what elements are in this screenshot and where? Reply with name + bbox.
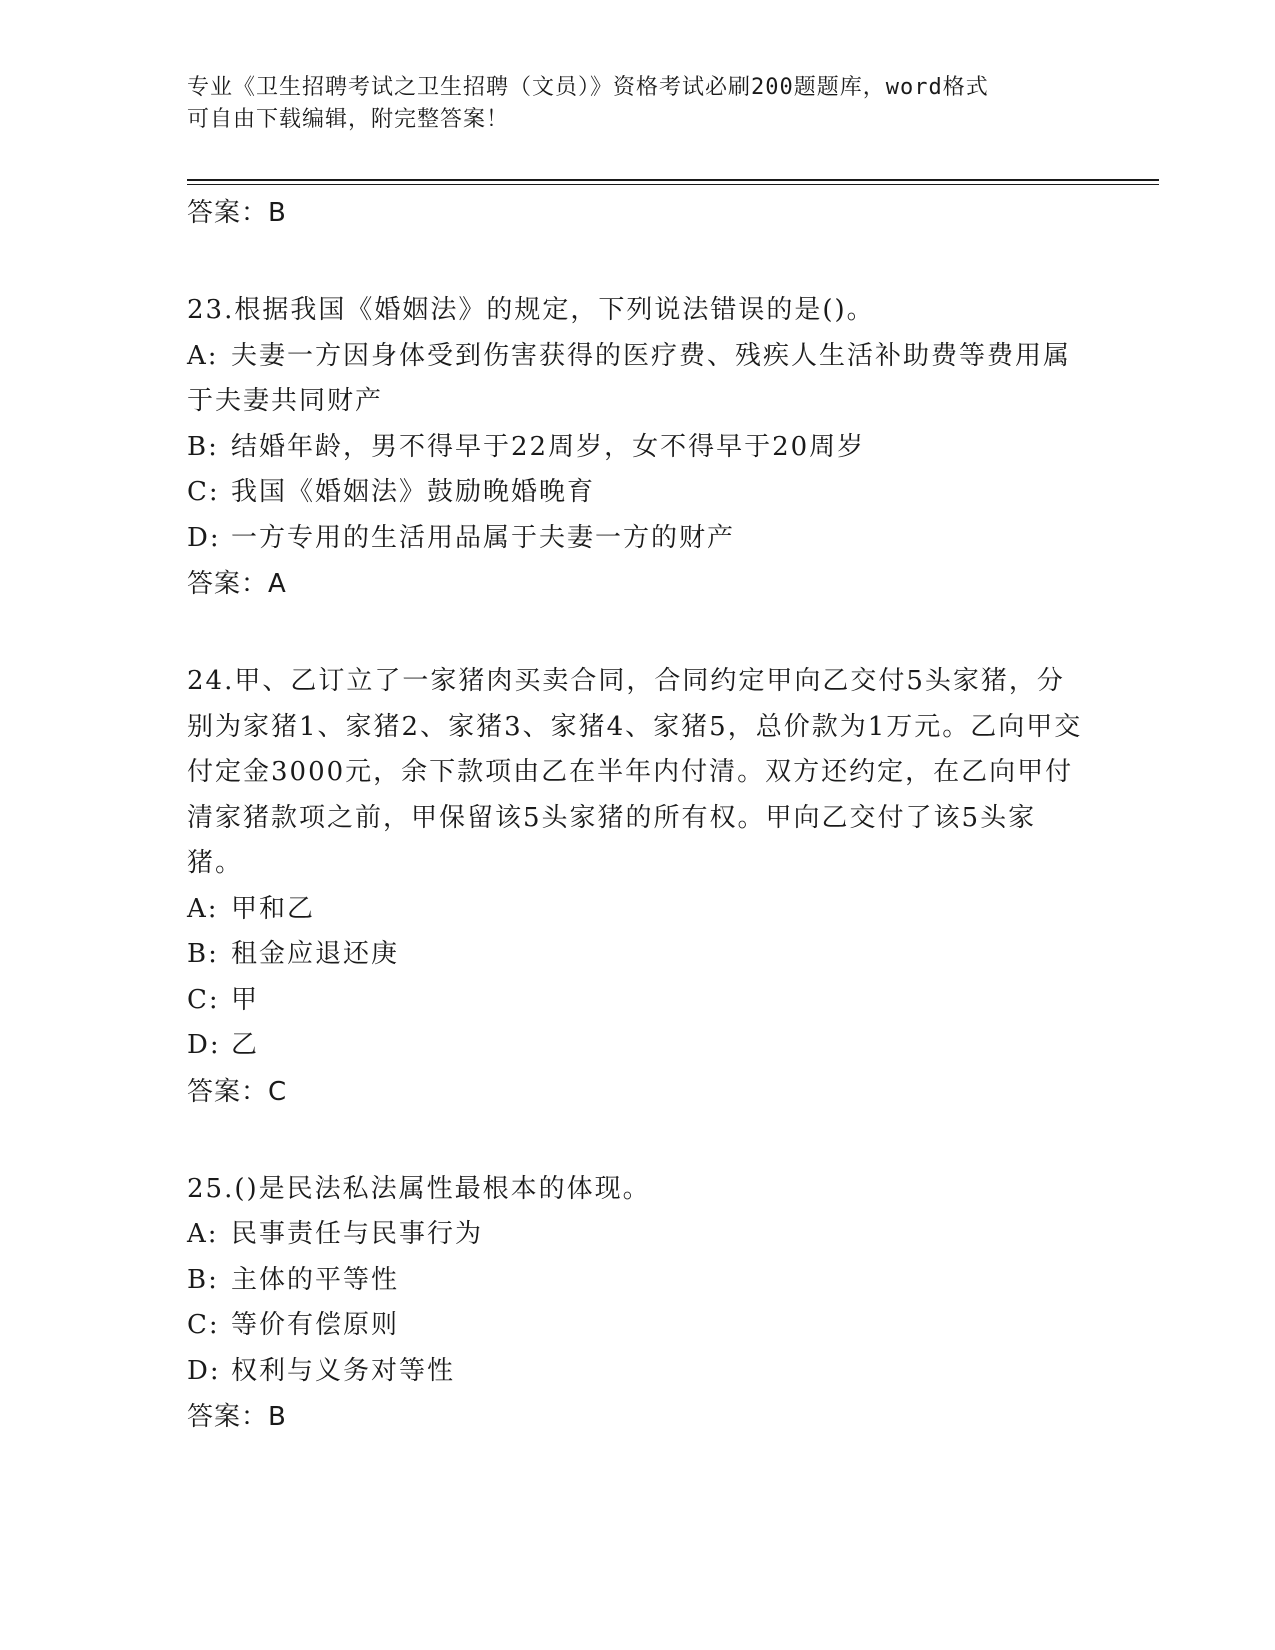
option-text: 等价有偿原则 xyxy=(231,1310,400,1340)
question-24 xyxy=(187,659,1087,1115)
question-list xyxy=(187,190,1087,1440)
header-divider-thick xyxy=(187,179,1159,181)
question-23 xyxy=(187,288,1087,607)
question-stem: 25.()是民法私法属性最根本的体现。 xyxy=(187,1173,651,1204)
option-label: B: xyxy=(187,431,219,462)
option-text: 甲和乙 xyxy=(231,893,316,924)
answer-line: 答案：B xyxy=(187,1402,287,1432)
option-d xyxy=(187,516,1087,562)
option-label: D: xyxy=(187,1030,221,1060)
previous-answer: 答案：B xyxy=(187,198,287,228)
question-stem: 24.甲、乙订立了一家猪肉买卖合同，合同约定甲向乙交付5头家猪，分别为家猪1、家猪2、家猪3、家猪4、家猪5，总价款为1万元。乙向甲交付定金3000元，余下款项由乙在半年内付清。双方还约定，在乙向甲付清家猪款项之前，甲保留该5头家猪的所有权。甲向乙交付了该5头家猪。 xyxy=(187,666,1083,878)
document-header xyxy=(187,72,1087,136)
option-label: B: xyxy=(187,1264,219,1295)
option-text: 主体的平等性 xyxy=(231,1264,400,1295)
option-label: C: xyxy=(187,477,220,507)
option-text: 一方专用的生活用品属于夫妻一方的财产 xyxy=(231,522,736,553)
option-a xyxy=(187,1212,1087,1258)
option-label: C: xyxy=(187,1310,220,1340)
option-text: 甲 xyxy=(231,984,260,1015)
option-b xyxy=(187,932,1087,978)
option-b xyxy=(187,425,1087,471)
option-c xyxy=(187,978,1087,1024)
header-title-line-1: 专业《卫生招聘考试之卫生招聘（文员）》资格考试必刷200题题库，word格式 xyxy=(187,75,989,100)
answer-line: 答案：A xyxy=(187,569,287,599)
option-text: 我国《婚姻法》鼓励晚婚晚育 xyxy=(231,477,596,507)
option-label: D: xyxy=(187,522,221,553)
option-text: 夫妻一方因身体受到伤害获得的医疗费、残疾人生活补助费等费用属于夫妻共同财产 xyxy=(187,340,1072,416)
option-a xyxy=(187,334,1087,425)
option-label: A: xyxy=(187,1219,219,1249)
option-a xyxy=(187,887,1087,933)
header-divider-thin xyxy=(187,184,1159,185)
option-text: 结婚年龄，男不得早于22周岁，女不得早于20周岁 xyxy=(231,431,866,462)
option-label: B: xyxy=(187,939,219,969)
option-label: A: xyxy=(187,340,219,371)
option-text: 乙 xyxy=(231,1030,260,1060)
option-text: 权利与义务对等性 xyxy=(231,1355,456,1386)
option-label: D: xyxy=(187,1355,221,1386)
option-c xyxy=(187,1303,1087,1349)
question-25 xyxy=(187,1167,1087,1441)
option-d xyxy=(187,1023,1087,1069)
option-label: A: xyxy=(187,893,219,924)
answer-line: 答案：C xyxy=(187,1076,288,1107)
option-c xyxy=(187,470,1087,516)
option-text: 民事责任与民事行为 xyxy=(231,1219,484,1249)
header-title-line-2: 可自由下载编辑，附完整答案！ xyxy=(187,107,510,132)
option-b xyxy=(187,1258,1087,1304)
option-label: C: xyxy=(187,984,220,1015)
option-text: 租金应退还庚 xyxy=(231,939,400,969)
question-stem: 23.根据我国《婚姻法》的规定，下列说法错误的是()。 xyxy=(187,295,875,325)
option-d xyxy=(187,1349,1087,1395)
